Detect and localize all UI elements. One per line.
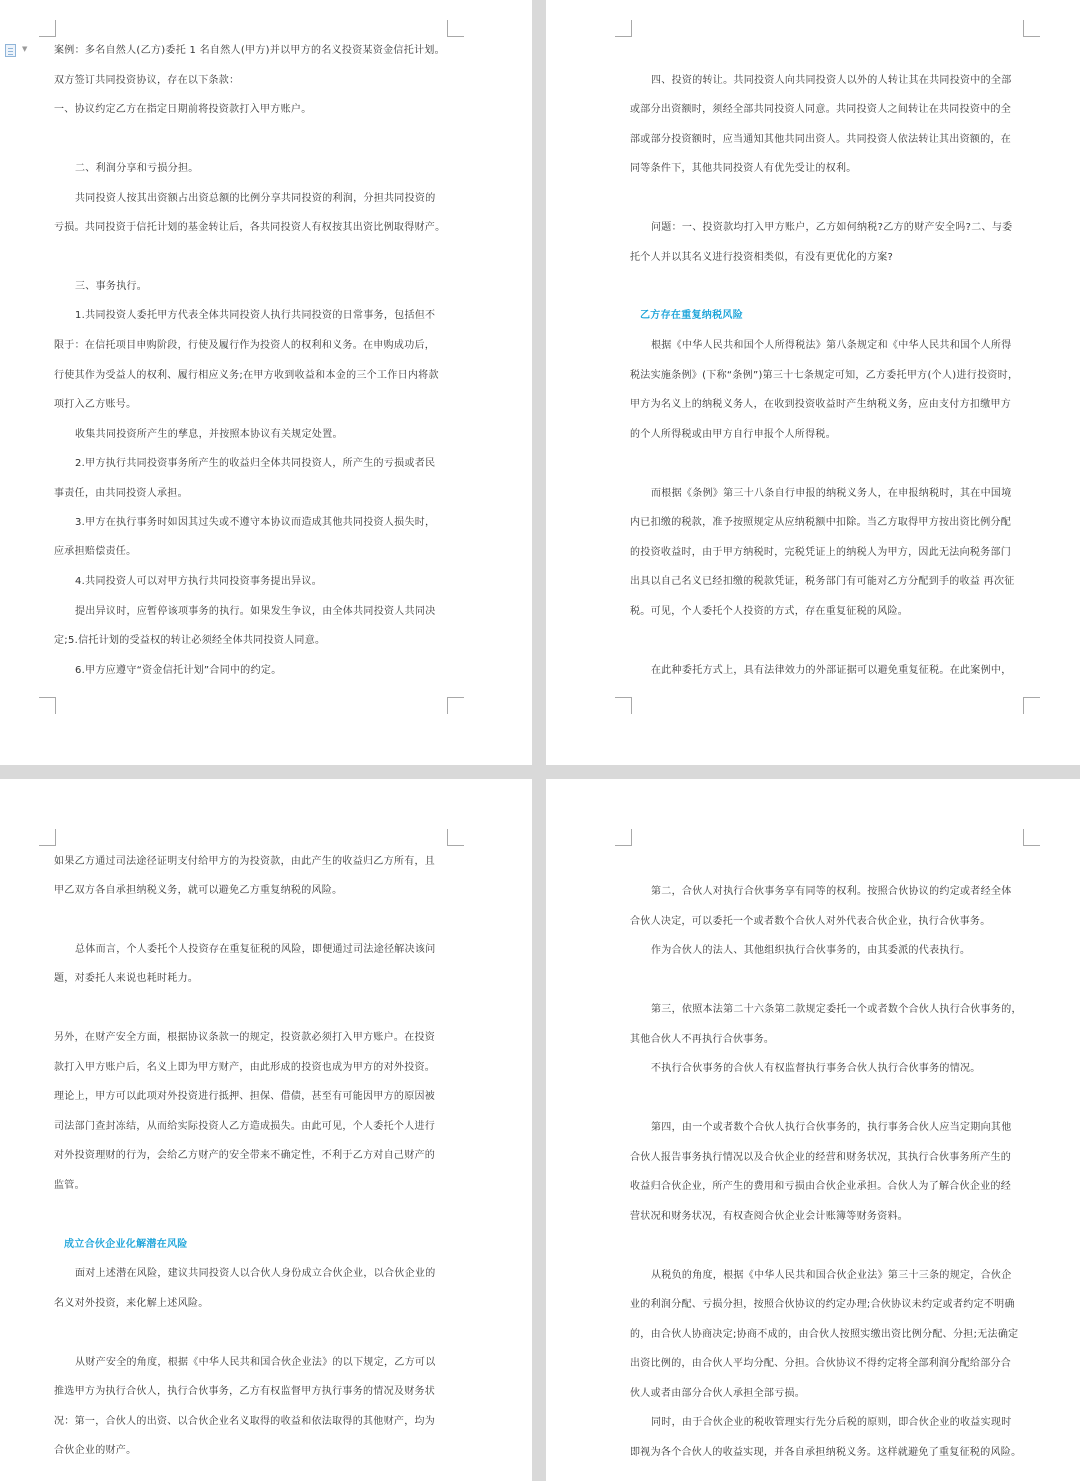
margin-corner-bottom-right: [1023, 697, 1040, 714]
text-line: 收益归合伙企业，所产生的费用和亏损由合伙企业承担。合伙人为了解合伙企业的经: [630, 1181, 1012, 1192]
section-heading: 成立合伙企业化解潜在风险: [64, 1239, 188, 1250]
text-line: 4.共同投资人可以对甲方执行共同投资事务提出异议。: [75, 576, 323, 587]
text-line: 或部分出资额时，须经全部共同投资人同意。共同投资人之间转让在共同投资中的全: [630, 104, 1012, 115]
text-line: 对外投资理财的行为，会给乙方财产的安全带来不确定性，不利于乙方对自己财产的: [54, 1150, 436, 1161]
text-line: 从税负的角度，根据《中华人民共和国合伙企业法》第三十三条的规定，合伙企: [651, 1270, 1012, 1281]
text-line: 其他合伙人不再执行合伙事务。: [630, 1034, 775, 1045]
margin-corner-top-left: [615, 20, 632, 37]
chevron-down-icon[interactable]: ▼: [22, 45, 28, 53]
document-icon[interactable]: [5, 44, 16, 57]
text-line: 3.甲方在执行事务时如因其过失或不遵守本协议而造成其他共同投资人损失时，: [75, 517, 436, 528]
text-line: 出资比例的，由合伙人平均分配、分担。合伙协议不得约定将全部利润分配给部分合: [630, 1358, 1012, 1369]
text-line: 四、投资的转让。共同投资人向共同投资人以外的人转让其在共同投资中的全部: [651, 75, 1012, 86]
text-line: 如果乙方通过司法途径证明支付给甲方的为投资款，由此产生的收益归乙方所有，且: [54, 856, 436, 867]
text-line: 行使其作为受益人的权利、履行相应义务;在甲方收到收益和本金的三个工作日内将款: [54, 370, 439, 381]
text-line: 部或部分投资额时，应当通知其他共同出资人。共同投资人依法转让其出资额的，在: [630, 134, 1012, 145]
text-line: 案例：多名自然人(乙方)委托 1 名自然人(甲方)并以甲方的名义投资某资金信托计划。: [54, 45, 445, 56]
text-line: 第四，由一个或者数个合伙人执行合伙事务的，执行事务合伙人应当定期向其他: [651, 1122, 1012, 1133]
margin-corner-top-right: [1023, 829, 1040, 846]
text-line: 理论上，甲方可以此项对外投资进行抵押、担保、借债，甚至有可能因甲方的原因被: [54, 1091, 436, 1102]
text-line: 伙人或者由部分合伙人承担全部亏损。: [630, 1388, 806, 1399]
text-line: 司法部门查封冻结，从而给实际投资人乙方造成损失。由此可见，个人委托个人进行: [54, 1121, 436, 1132]
text-line: 根据《中华人民共和国个人所得税法》第八条规定和《中华人民共和国个人所得: [651, 340, 1012, 351]
text-line: 甲方为名义上的纳税义务人，在收到投资收益时产生纳税义务，应由支付方扣缴甲方: [630, 399, 1012, 410]
text-line: 推选甲方为执行合伙人，执行合伙事务，乙方有权监督甲方执行事务的情况及财务状: [54, 1386, 436, 1397]
text-line: 三、事务执行。: [75, 281, 148, 292]
text-line: 第二，合伙人对执行合伙事务享有同等的权利。按照合伙协议的约定或者经全体: [651, 886, 1012, 897]
text-line: 监管。: [54, 1180, 85, 1191]
text-line: 应承担赔偿责任。: [54, 546, 137, 557]
text-line: 托个人并以其名义进行投资相类似，有没有更优化的方案?: [630, 252, 894, 263]
margin-corner-top-left: [39, 20, 56, 37]
text-line: 业的利润分配、亏损分担，按照合伙协议的约定办理;合伙协议未约定或者约定不明确: [630, 1299, 1015, 1310]
text-line: 合伙人报告事务执行情况以及合伙企业的经营和财务状况，其执行合伙事务所产生的: [630, 1152, 1012, 1163]
text-line: 总体而言，个人委托个人投资存在重复征税的风险，即便通过司法途径解决该问: [75, 944, 436, 955]
document-page-4: [546, 779, 1080, 1481]
document-page-1: [0, 0, 532, 765]
text-line: 另外，在财产安全方面，根据协议条款一的规定，投资款必须打入甲方账户。在投资: [54, 1032, 436, 1043]
text-line: 一、协议约定乙方在指定日期前将投资款打入甲方账户。: [54, 104, 312, 115]
text-line: 双方签订共同投资协议，存在以下条款：: [54, 75, 240, 86]
margin-corner-top-right: [447, 20, 464, 37]
text-line: 名义对外投资，来化解上述风险。: [54, 1298, 209, 1309]
text-line: 即视为各个合伙人的收益实现，并各自承担纳税义务。这样就避免了重复征税的风险。: [630, 1447, 1022, 1458]
text-line: 从财产安全的角度，根据《中华人民共和国合伙企业法》的以下规定，乙方可以: [75, 1357, 436, 1368]
text-line: 6.甲方应遵守“资金信托计划”合同中的约定。: [75, 665, 282, 676]
margin-corner-top-right: [1023, 20, 1040, 37]
text-line: 况：第一，合伙人的出资、以合伙企业名义取得的收益和依法取得的其他财产，均为: [54, 1416, 436, 1427]
text-line: 面对上述潜在风险，建议共同投资人以合伙人身份成立合伙企业，以合伙企业的: [75, 1268, 436, 1279]
margin-corner-top-left: [615, 829, 632, 846]
text-line: 内已扣缴的税款，准予按照规定从应纳税额中扣除。当乙方取得甲方按出资比例分配: [630, 517, 1012, 528]
text-line: 的，由合伙人协商决定;协商不成的，由合伙人按照实缴出资比例分配、分担;无法确定: [630, 1329, 1019, 1340]
text-line: 款打入甲方账户后，名义上即为甲方财产，由此形成的投资也成为甲方的对外投资。: [54, 1062, 436, 1073]
text-line: 题，对委托人来说也耗时耗力。: [54, 973, 199, 984]
text-line: 合伙企业的财产。: [54, 1445, 137, 1456]
document-page-2: [546, 0, 1080, 765]
margin-corner-bottom-left: [39, 697, 56, 714]
text-line: 二、利润分享和亏损分担。: [75, 163, 199, 174]
text-line: 1.共同投资人委托甲方代表全体共同投资人执行共同投资的日常事务，包括但不: [75, 310, 436, 321]
text-line: 事责任，由共同投资人承担。: [54, 488, 188, 499]
text-line: 的个人所得税或由甲方自行申报个人所得税。: [630, 429, 836, 440]
text-line: 定;5.信托计划的受益权的转让必须经全体共同投资人同意。: [54, 635, 326, 646]
text-line: 同时，由于合伙企业的税收管理实行先分后税的原则，即合伙企业的收益实现时: [651, 1417, 1012, 1428]
margin-corner-bottom-right: [447, 697, 464, 714]
text-line: 作为合伙人的法人、其他组织执行合伙事务的，由其委派的代表执行。: [651, 945, 971, 956]
section-heading: 乙方存在重复纳税风险: [640, 310, 743, 321]
text-line: 在此种委托方式上，具有法律效力的外部证据可以避免重复征税。在此案例中，: [651, 665, 1012, 676]
text-line: 不执行合伙事务的合伙人有权监督执行事务合伙人执行合伙事务的情况。: [651, 1063, 981, 1074]
text-line: 税。可见，个人委托个人投资的方式，存在重复征税的风险。: [630, 606, 909, 617]
text-line: 共同投资人按其出资额占出资总额的比例分享共同投资的利润，分担共同投资的: [75, 193, 436, 204]
margin-corner-top-left: [39, 829, 56, 846]
text-line: 甲乙双方各自承担纳税义务，就可以避免乙方重复纳税的风险。: [54, 885, 343, 896]
text-line: 而根据《条例》第三十八条自行申报的纳税义务人，在申报纳税时，其在中国境: [651, 488, 1012, 499]
text-line: 的投资收益时，由于甲方纳税时，完税凭证上的纳税人为甲方，因此无法向税务部门: [630, 547, 1012, 558]
margin-corner-top-right: [447, 829, 464, 846]
text-line: 问题：一、投资款均打入甲方账户，乙方如何纳税?乙方的财产安全吗?二、与委: [651, 222, 1013, 233]
text-line: 2.甲方执行共同投资事务所产生的收益归全体共同投资人，所产生的亏损或者民: [75, 458, 436, 469]
text-line: 收集共同投资所产生的孳息，并按照本协议有关规定处置。: [75, 429, 343, 440]
text-line: 亏损。共同投资于信托计划的基金转让后，各共同投资人有权按其出资比例取得财产。: [54, 222, 446, 233]
text-line: 合伙人决定，可以委托一个或者数个合伙人对外代表合伙企业，执行合伙事务。: [630, 916, 991, 927]
text-line: 营状况和财务状况，有权查阅合伙企业会计账簿等财务资料。: [630, 1211, 909, 1222]
text-line: 同等条件下，其他共同投资人有优先受让的权利。: [630, 163, 857, 174]
text-line: 限于：在信托项目申购阶段，行使及履行作为投资人的权利和义务。在申购成功后，: [54, 340, 436, 351]
text-line: 第三，依照本法第二十六条第二款规定委托一个或者数个合伙人执行合伙事务的，: [651, 1004, 1022, 1015]
margin-corner-bottom-left: [615, 697, 632, 714]
document-page-3: [0, 779, 532, 1481]
text-line: 提出异议时，应暂停该项事务的执行。如果发生争议，由全体共同投资人共同决: [75, 606, 436, 617]
text-line: 出具以自己名义已经扣缴的税款凭证，税务部门有可能对乙方分配到手的收益 再次征: [630, 576, 1015, 587]
text-line: 项打入乙方账号。: [54, 399, 137, 410]
text-line: 税法实施条例》(下称“条例”)第三十七条规定可知，乙方委托甲方(个人)进行投资时，: [630, 370, 1019, 381]
